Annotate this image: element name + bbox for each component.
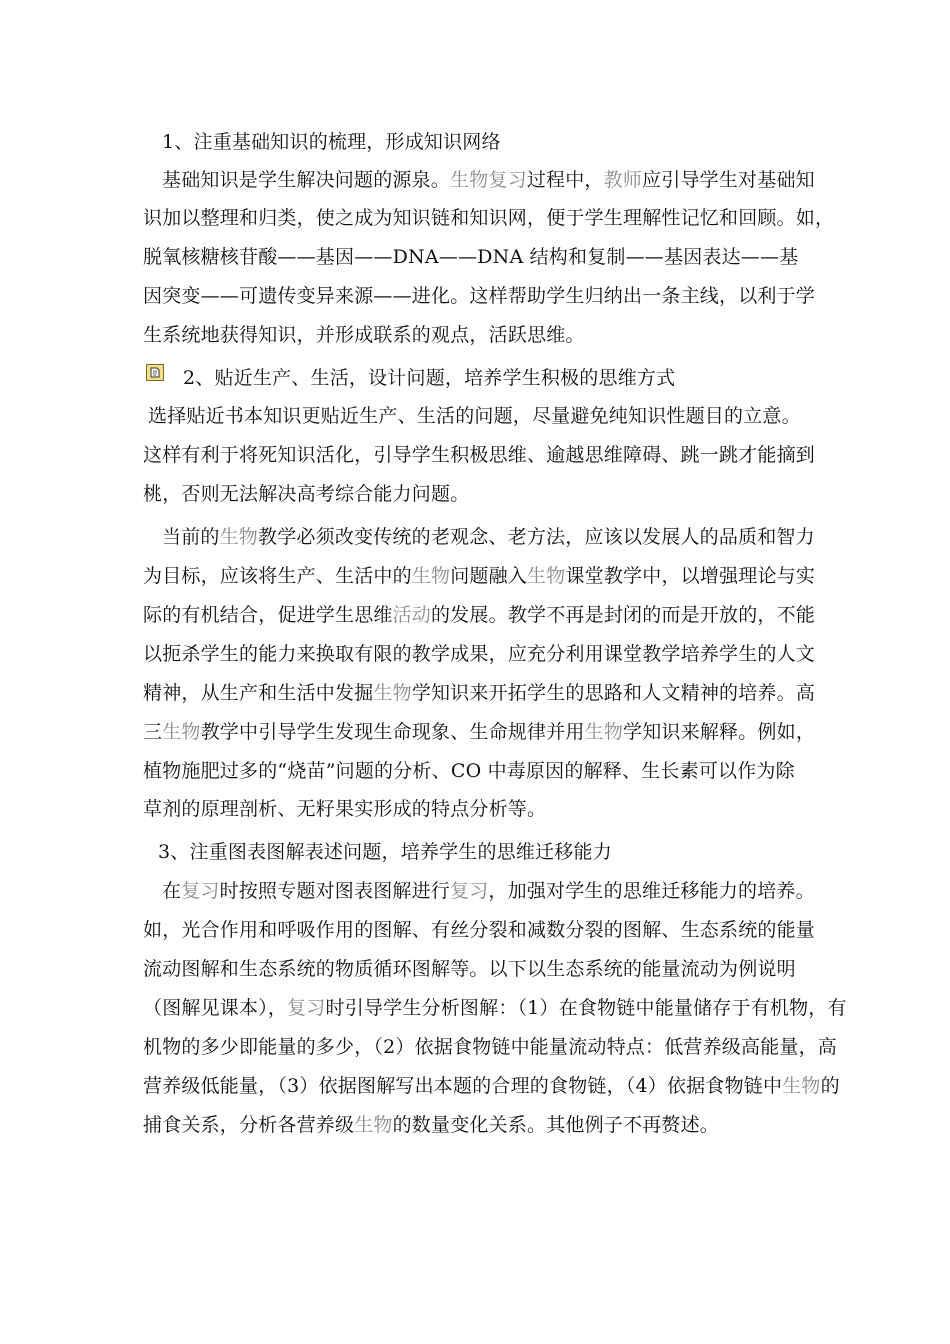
text-run: 因突变——可遗传变异来源——进化。这样帮助学生归纳出一条主线，以利于学 — [143, 285, 816, 307]
text-run: 机物的多少即能量的多少，（2）依据食物链中能量流动特点：低营养级高能量，高 — [143, 1036, 837, 1058]
highlighted-term: 生物 — [162, 721, 201, 743]
text-run: 应引导学生对基础知 — [642, 169, 815, 191]
highlighted-term: 生物 — [584, 721, 624, 743]
text-run: 的 — [820, 1075, 840, 1097]
text-line — [143, 957, 796, 981]
highlighted-term: 生物 — [411, 565, 451, 587]
text-run: 3、注重图表图解表述问题，培养学生的思维迁移能力 — [158, 841, 612, 863]
text-run: 问题融入 — [450, 565, 528, 587]
text-run: 1、注重基础知识的梳理，形成知识网络 — [162, 131, 501, 153]
text-run: 的发展。教学不再是封闭的而是开放的，不能 — [431, 604, 816, 626]
text-line — [143, 1074, 840, 1098]
note-icon[interactable] — [146, 364, 164, 381]
text-line — [143, 642, 815, 666]
text-line — [183, 366, 675, 390]
text-run: 营养级低能量，（3）依据图解写出本题的合理的食物链，（4）依据食物链中 — [143, 1075, 783, 1097]
text-run: （图解见课本）， — [143, 997, 288, 1019]
text-run: 以扼杀学生的能力来换取有限的教学成果，应充分利用课堂教学培养学生的人文 — [143, 643, 816, 665]
text-run: 当前的 — [162, 526, 220, 548]
text-line — [162, 525, 815, 549]
highlighted-term: 生物 — [373, 682, 412, 704]
text-line — [143, 1035, 837, 1059]
text-run: 基础知识是学生解决问题的源泉。 — [162, 169, 451, 191]
text-run: 在 — [162, 880, 182, 902]
highlighted-term: 复习 — [450, 880, 489, 902]
text-run: 识加以整理和归类，使之成为知识链和知识网，便于学生理解性记忆和回顾。如， — [143, 207, 835, 229]
text-run: 学知识来解释。例如， — [623, 721, 816, 743]
text-line — [143, 323, 585, 347]
text-line — [143, 720, 815, 744]
text-line — [158, 840, 612, 864]
text-line — [162, 130, 501, 154]
text-run: 选择贴近书本知识更贴近生产、生活的问题，尽量避免纯知识性题目的立意。 — [148, 405, 801, 427]
text-line — [143, 759, 795, 783]
text-run: 植物施肥过多的“烧苗”问题的分析、CO 中毒原因的解释、生长素可以作为除 — [143, 760, 795, 782]
highlighted-term: 复习 — [287, 997, 326, 1019]
highlighted-term: 复习 — [181, 880, 220, 902]
text-run: 精神，从生产和生活中发掘 — [143, 682, 374, 704]
text-run: 为目标，应该将生产、生活中的 — [143, 565, 412, 587]
text-run: 学知识来开拓学生的思路和人文精神的培养。高 — [411, 682, 816, 704]
text-line — [143, 681, 815, 705]
text-line — [143, 284, 815, 308]
text-run: 捕食关系，分析各营养级 — [143, 1114, 355, 1136]
text-run: 的数量变化关系。其他例子不再赘述。 — [392, 1114, 720, 1136]
text-run: 三 — [143, 721, 163, 743]
highlighted-term: 生物 — [782, 1075, 821, 1097]
text-run: 时引导学生分析图解：（1）在食物链中能量储存于有机物，有 — [325, 997, 847, 1019]
highlighted-term: 教师 — [603, 169, 643, 191]
text-line — [143, 443, 815, 467]
text-line — [148, 404, 801, 428]
text-line — [143, 1113, 719, 1137]
text-run: 草剂的原理剖析、无籽果实形成的特点分析等。 — [143, 798, 547, 820]
text-run: 2、贴近生产、生活，设计问题，培养学生积极的思维方式 — [183, 367, 676, 389]
highlighted-term: 生物 — [219, 526, 259, 548]
text-run: 生系统地获得知识，并形成联系的观点，活跃思维。 — [143, 324, 585, 346]
text-run: 课堂教学中，以增强理论与实 — [565, 565, 816, 587]
highlighted-term: 生物 — [354, 1114, 393, 1136]
text-run: 流动图解和生态系统的物质循环图解等。以下以生态系统的能量流动为例说明 — [143, 958, 796, 980]
text-line — [162, 168, 815, 192]
text-line — [143, 918, 815, 942]
text-line — [143, 603, 815, 627]
text-run: 这样有利于将死知识活化，引导学生积极思维、逾越思维障碍、跳一跳才能摘到 — [143, 444, 816, 466]
highlighted-term: 活动 — [392, 604, 432, 626]
text-line — [143, 797, 546, 821]
highlighted-term: 生物 — [527, 565, 566, 587]
text-run: 脱氧核糖核苷酸——基因——DNA——DNA 结构和复制——基因表达——基 — [143, 246, 799, 268]
text-run: 如，光合作用和呼吸作用的图解、有丝分裂和减数分裂的图解、生态系统的能量 — [143, 919, 816, 941]
text-line — [162, 879, 815, 903]
text-run: 教学必须改变传统的老观念、老方法，应该以发展人的品质和智力 — [258, 526, 815, 548]
text-line — [143, 206, 834, 230]
text-run: 桃，否则无法解决高考综合能力问题。 — [143, 483, 470, 505]
text-line — [143, 482, 469, 506]
text-line — [143, 245, 798, 269]
text-run: 教学中引导学生发现生命现象、生命规律并用 — [200, 721, 585, 743]
highlighted-term: 生物复习 — [450, 169, 527, 191]
text-run: 际的有机结合，促进学生思维 — [143, 604, 393, 626]
text-line — [143, 996, 847, 1020]
text-run: 时按照专题对图表图解进行 — [219, 880, 451, 902]
text-run: ，加强对学生的思维迁移能力的培养。 — [488, 880, 815, 902]
text-run: 过程中， — [526, 169, 604, 191]
text-line — [143, 564, 815, 588]
